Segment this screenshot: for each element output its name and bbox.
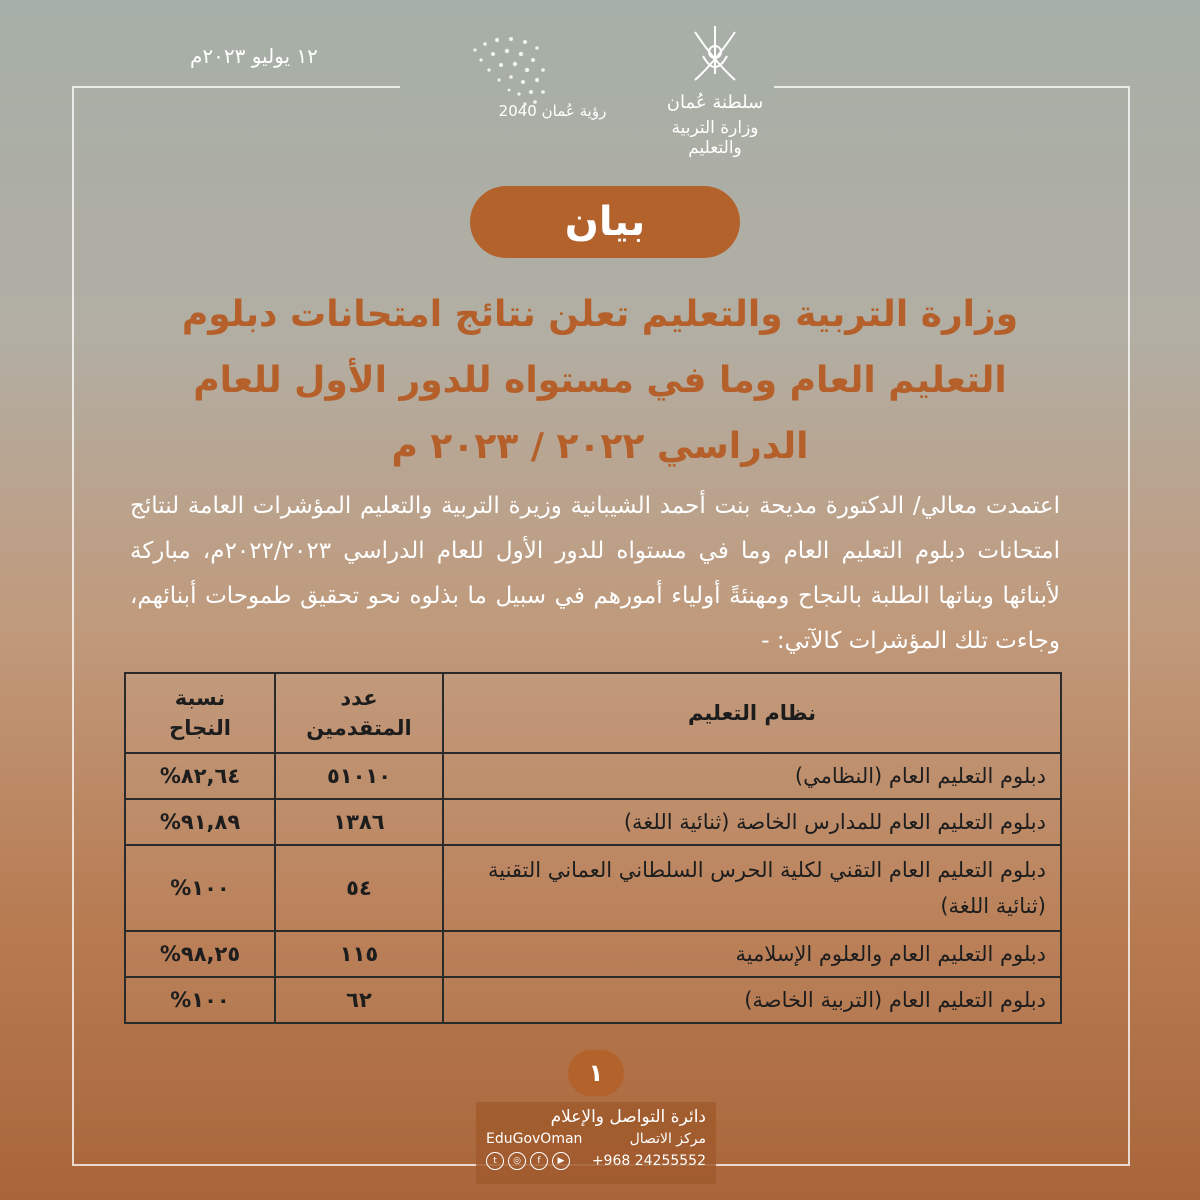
heading-line-3: الدراسي ٢٠٢٢ / ٢٠٢٣ م <box>391 426 809 467</box>
row-system: دبلوم التعليم العام (النظامي) <box>443 753 1061 799</box>
footer-row-social <box>486 1150 706 1172</box>
header-pass-rate-line1: نسبة <box>174 686 226 710</box>
header-education-system: نظام التعليم <box>443 673 1061 753</box>
row-applicants: ١٣٨٦ <box>275 799 443 845</box>
row-applicants: ٥١٠١٠ <box>275 753 443 799</box>
ministry-logo <box>650 22 780 158</box>
footer-contact-label: مركز الاتصال <box>629 1131 706 1147</box>
table-header-row <box>125 673 1061 753</box>
twitter-icon[interactable]: t <box>486 1152 504 1170</box>
row-system: دبلوم التعليم العام والعلوم الإسلامية <box>443 931 1061 977</box>
footer-phone[interactable]: +968 24255552 <box>591 1153 706 1169</box>
instagram-icon[interactable]: ◎ <box>508 1152 526 1170</box>
vision-logo-text: رؤية عُمان 2040 <box>498 102 607 120</box>
ministry-logo-line2: وزارة التربية والتعليم <box>671 118 759 158</box>
header-pass-rate-line2: النجاح <box>169 716 231 740</box>
heading-line-2: التعليم العام وما في مستواه للدور الأول للعام <box>193 360 1007 401</box>
row-applicants: ٦٢ <box>275 977 443 1023</box>
results-table <box>124 672 1062 1024</box>
row-pass-rate: ٩٨,٢٥% <box>125 931 275 977</box>
row-system: دبلوم التعليم العام التقني لكلية الحرس السلطاني العماني التقنية (ثنائية اللغة) <box>443 845 1061 931</box>
header-applicants <box>275 673 443 753</box>
header-applicants-line1: عدد <box>340 686 378 710</box>
row-system: دبلوم التعليم العام (التربية الخاصة) <box>443 977 1061 1023</box>
header-applicants-line2: المتقدمين <box>306 716 412 740</box>
row-pass-rate: ٨٢,٦٤% <box>125 753 275 799</box>
table-row <box>125 753 1061 799</box>
social-icons <box>486 1152 570 1170</box>
page-number: ١ <box>568 1050 624 1096</box>
statement-badge: بيان <box>470 186 740 258</box>
footer-department: دائرة التواصل والإعلام <box>550 1107 706 1127</box>
heading-line-1: وزارة التربية والتعليم تعلن نتائج امتحانات دبلوم <box>181 294 1019 335</box>
table-row <box>125 977 1061 1023</box>
row-pass-rate: ٩١,٨٩% <box>125 799 275 845</box>
row-pass-rate: ١٠٠% <box>125 977 275 1023</box>
footer-contact <box>476 1102 716 1184</box>
footer-row-handle <box>486 1128 706 1150</box>
row-system: دبلوم التعليم العام للمدارس الخاصة (ثنائية اللغة) <box>443 799 1061 845</box>
page-heading <box>170 282 1030 480</box>
oman-vision-logo <box>455 30 615 135</box>
table-row <box>125 799 1061 845</box>
oman-emblem-icon <box>685 22 745 88</box>
row-applicants: ١١٥ <box>275 931 443 977</box>
statement-body: اعتمدت معالي/ الدكتورة مديحة بنت أحمد الشيبانية وزيرة التربية والتعليم المؤشرات العامة لنتائج امتحانات دبلوم التعليم العام وما في مستواه للدور الأول للعام الدراسي ٢٠٢٢/٢٠٢٣م، مباركة لأبنائها وبناتها الطلبة بالنجاح ومهنئةً أولياء أمورهم في سبيل ما بذلوه نحو تحقيق طموحات أبنائهم، وجاءت تلك المؤشرات كالآتي: - <box>130 493 1061 654</box>
table-row <box>125 845 1061 931</box>
footer-handle[interactable]: EduGovOman <box>486 1131 583 1147</box>
row-applicants: ٥٤ <box>275 845 443 931</box>
ministry-logo-line1: سلطنة عُمان <box>666 92 764 113</box>
youtube-icon[interactable]: ▶ <box>552 1152 570 1170</box>
row-pass-rate: ١٠٠% <box>125 845 275 931</box>
header-date: ١٢ يوليو ٢٠٢٣م <box>190 44 318 68</box>
header-pass-rate <box>125 673 275 753</box>
facebook-icon[interactable]: f <box>530 1152 548 1170</box>
table-row <box>125 931 1061 977</box>
